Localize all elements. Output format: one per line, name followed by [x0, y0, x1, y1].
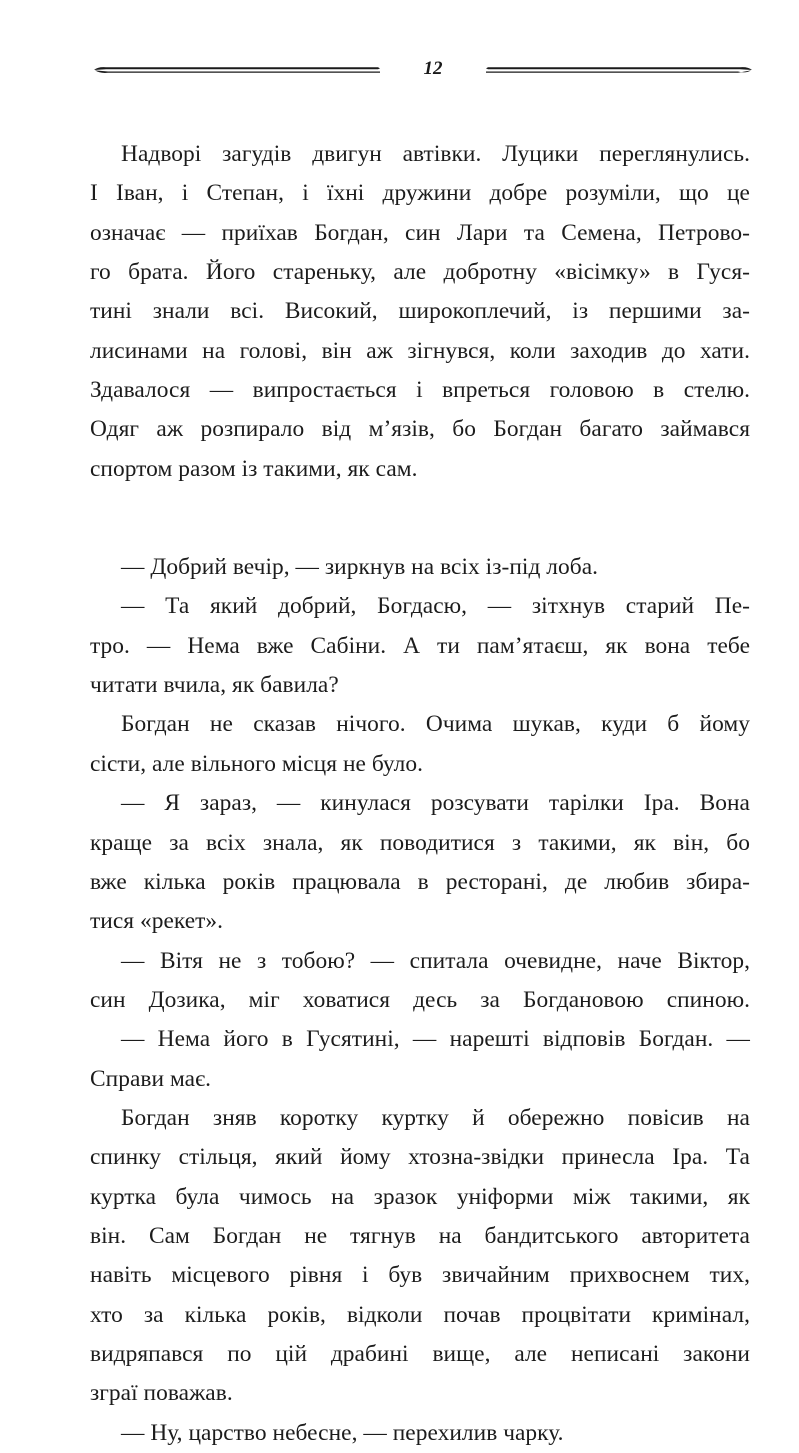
text-line: син Дозика, міг ховатися десь за Богдановою спиною.: [90, 986, 750, 1013]
section-gap: [90, 489, 750, 548]
text-line: — Та який добрий, Богдасю, — зітхнув старий Пе-: [121, 593, 750, 620]
header-rule-right: [484, 66, 754, 74]
text-line: хто за кілька років, відколи почав процвітати кримінал,: [90, 1301, 750, 1328]
text-line: куртка була чимось на зразок уніформи між такими, як: [90, 1183, 750, 1210]
text-line: краще за всіх знала, як поводитися з такими, як він, бо: [90, 829, 750, 856]
text-line: вже кілька років працювала в ресторані, де любив збира-: [90, 868, 750, 895]
text-line: І Іван, і Степан, і їхні дружини добре розуміли, що це: [90, 180, 750, 207]
text-line: Одяг аж розпирало від м’язів, бо Богдан багато займався: [90, 416, 750, 443]
text-line: — Добрий вечір, — зиркнув на всіх із-під лоба.: [121, 554, 599, 581]
text-line: — Вітя не з тобою? — спитала очевидне, наче Віктор,: [121, 947, 750, 974]
text-line: тися «рекет».: [90, 908, 224, 935]
text-line: Богдан не сказав нічого. Очима шукав, куди б йому: [121, 711, 750, 738]
text-line: Надворі загудів двигун автівки. Луцики переглянулись.: [121, 141, 750, 167]
text-line: Справи має.: [90, 1065, 212, 1092]
text-line: спинку стільця, який йому хтозна-звідки принесла Іра. Та: [90, 1144, 750, 1171]
text-line: означає — приїхав Богдан, син Лари та Семена, Петрово-: [90, 219, 750, 246]
text-line: він. Сам Богдан не тягнув на бандитського авторитета: [90, 1222, 750, 1249]
text-line: — Нема його в Гусятині, — нарешті відповів Богдан. —: [121, 1026, 750, 1053]
text-line: видряпався по цій драбині вище, але неписані закони: [90, 1340, 750, 1367]
text-line: тині знали всі. Високий, широкоплечий, із першими за-: [90, 298, 750, 325]
text-line: навіть місцевого рівня і був звичайним прихвоснем тих,: [90, 1262, 750, 1289]
text-line: Здавалося — випростається і впреться головою в стелю.: [90, 377, 750, 404]
text-line: сісти, але вільного місця не було.: [90, 750, 423, 777]
text-line: зграї поважав.: [90, 1380, 233, 1407]
page-body-text: [90, 135, 750, 1453]
text-line: — Я зараз, — кинулася розсувати тарілки Іра. Вона: [121, 790, 750, 817]
text-line: Богдан зняв коротку куртку й обережно повісив на: [121, 1104, 750, 1131]
header-rule-left: [92, 66, 382, 74]
text-line: го брата. Його стареньку, але добротну «вісімку» в Гуся-: [90, 259, 750, 286]
page-header: [0, 52, 799, 92]
text-line: спортом разом із такими, як сам.: [90, 455, 418, 482]
text-line: лисинами на голові, він аж зігнувся, коли заходив до хати.: [90, 337, 750, 364]
text-line: читати вчила, як бавила?: [90, 672, 339, 699]
text-line: — Ну, царство небесне, — перехилив чарку.: [121, 1419, 564, 1446]
page-number: 12: [423, 58, 443, 79]
text-line: тро. — Нема вже Сабіни. А ти пам’ятаєш, як вона тебе: [90, 632, 750, 659]
